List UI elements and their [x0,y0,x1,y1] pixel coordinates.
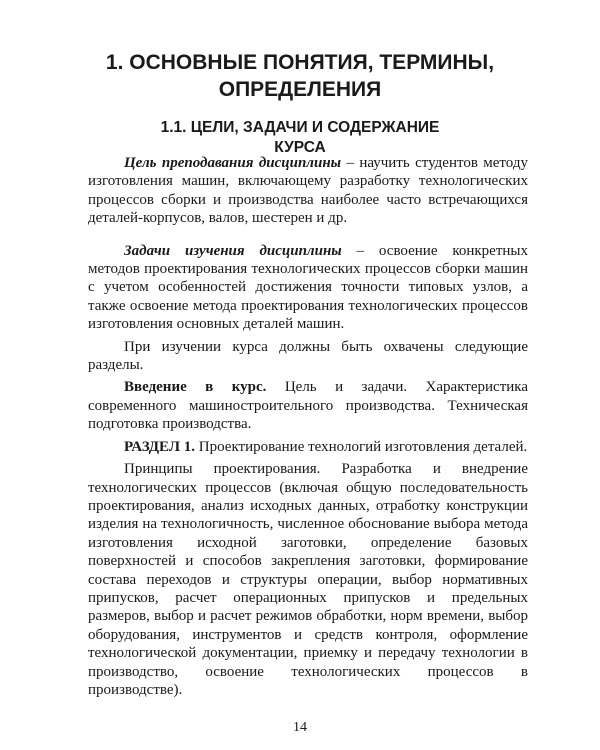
paragraph-intro-course [88,378,528,433]
term-intro-course: Введение в курс. [124,379,267,396]
term-goal: Цель преподавания дисциплины [124,155,342,171]
paragraph-sections-intro: При изучении курса должны быть охвачены следующие разделы. [88,338,528,374]
paragraph-goal-text: – научить студентов методу изготовления машин, включающему разработку технологических процессов сборки и производства наиболее часто встречающихся деталей-корпусов, валов, шестерен и др. [88,155,528,227]
page-number: 14 [293,720,307,735]
paragraph-section-1 [88,438,528,456]
paragraph-goal [88,154,528,228]
chapter-title: 1. ОСНОВНЫЕ ПОНЯТИЯ, ТЕРМИНЫ, ОПРЕДЕЛЕНИЯ [105,51,495,101]
paragraph-tasks [88,242,528,334]
term-section-1: РАЗДЕЛ 1. [124,438,196,455]
section-title: 1.1. ЦЕЛИ, ЗАДАЧИ И СОДЕРЖАНИЕ КУРСА [160,119,440,156]
paragraph-principles: Принципы проектирования. Разработка и внедрение технологических процессов (включая общую последовательность проектирования, анализ исходных данных, отработку конструкции изделия на технологичность, численное обоснование выбора метода изготовления исходной заготовки, определение базовых поверхностей и способов закрепления заготовки, формирование состава переходов и структуры операции, выбор нормативных припусков, расчет операционных припусков и предельных размеров, выбор и расчет режимов обработки, норм времени, выбор оборудования, инструментов и средств контроля, оформление технологической документации, приемку и передачу технологии в производство, освоение технологических процессов в производстве). [88,461,528,698]
term-tasks: Задачи изучения дисциплины [124,242,342,259]
paragraph-intro-course-text: Цель и задачи. Характеристика современного машиностроительного производства. Техническая подготовка производства. [88,379,528,433]
paragraph-tasks-text: – освоение конкретных методов проектирования технологических процессов сборки машин с учетом особенностей достижения точности типовых узлов, а также освоение метода проектирования технологических процессов изготовления основных деталей машин. [88,242,528,333]
paragraph-section-1-text: Проектирование технологий изготовления деталей. [195,438,528,455]
body-text [88,154,528,699]
